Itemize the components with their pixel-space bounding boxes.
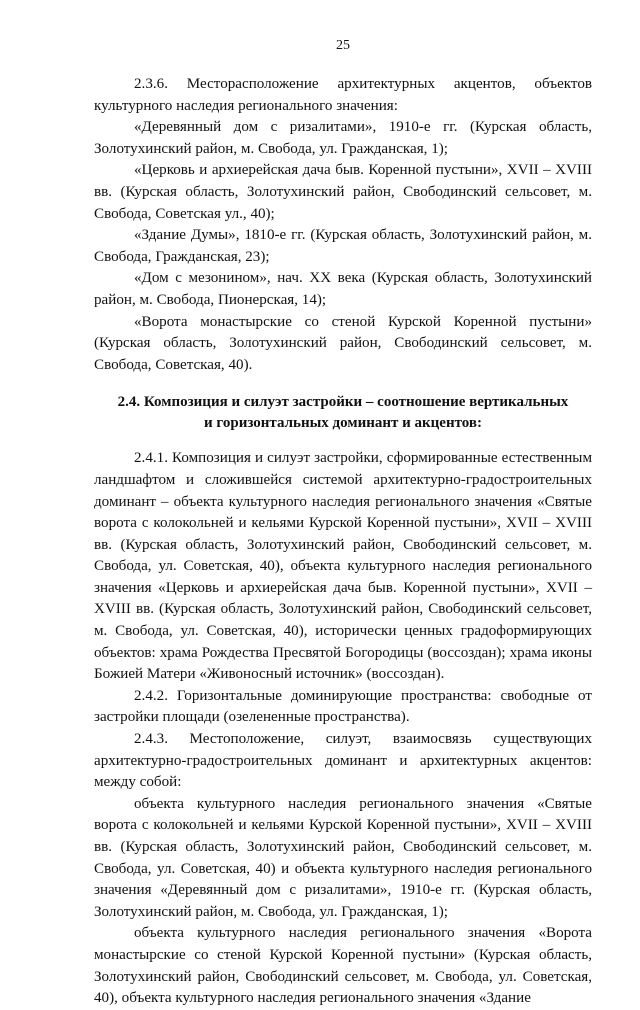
heading-line-2: и горизонтальных доминант и акцентов: bbox=[204, 415, 482, 432]
list-item: «Церковь и архиерейская дача быв. Коренной пустыни», XVII – XVIII вв. (Курская область, Золотухинский район, Свободинский сельсовет, м. Свобода, Советская ул., 40); bbox=[94, 162, 592, 222]
list-item: «Дом с мезонином», нач. XX века (Курская область, Золотухинский район, м. Свобода, Пионерская, 14); bbox=[94, 270, 592, 308]
paragraph-2-4-2: 2.4.2. Горизонтальные доминирующие пространства: свободные от застройки площади (озелененные пространства). bbox=[94, 687, 592, 726]
heading-line-1: 2.4. Композиция и силуэт застройки – соотношение вертикальных bbox=[117, 394, 569, 411]
section-2-3-6 bbox=[94, 74, 592, 376]
paragraph-2-4-1: 2.4.1. Композиция и силуэт застройки, сформированные естественным ландшафтом и сложившейся системой архитектурно-градостроительных доминант – объекта культурного наследия регионального значения «Святые ворота с колокольней и кельями Курской Коренной пустыни», XVII – XVIII вв. (Курская область, Золотухинский район, Свободинский сельсовет, м. Свобода, ул. Советская, 40), объекта культурного наследия регионального значения «Церковь и архиерейская дача быв. Коренной пустыни», XVII – XVIII вв. (Курская область, Золотухинский район, Свободинский сельсовет, м. Свобода, ул. Советская, 40), исторически ценных градоформирующих объектов: храма Рождества Пресвятой Богородицы (воссоздан); храма иконы Божией Матери «Живоносный источник» (воссоздан). bbox=[94, 450, 592, 683]
list-item: «Ворота монастырские со стеной Курской Коренной пустыни» (Курская область, Золотухинский район, Свободинский сельсовет, м. Свобода, Советская, 40). bbox=[94, 313, 592, 373]
paragraph-2-4-3: 2.4.3. Местоположение, силуэт, взаимосвязь существующих архитектурно-градостроительных доминант и архитектурных акцентов: между собой: bbox=[94, 731, 592, 791]
paragraph-2-4-3-a: объекта культурного наследия регионального значения «Святые ворота с колокольней и кельями Курской Коренной пустыни», XVII – XVIII вв. (Курская область, Золотухинский район, Свободинский сельсовет, м. Свобода, ул. Советская, 40) и объекта культурного наследия регионального значения «Деревянный дом с ризалитами», 1910-е гг. (Курская область, Золотухинский район, м. Свобода, ул. Гражданская, 1); bbox=[94, 795, 592, 920]
page-number: 25 bbox=[336, 38, 350, 53]
section-2-4-body bbox=[94, 448, 592, 1009]
section-heading-2-4 bbox=[94, 392, 592, 434]
list-item: «Деревянный дом с ризалитами», 1910-е гг. (Курская область, Золотухинский район, м. Свобода, ул. Гражданская, 1); bbox=[94, 119, 592, 157]
list-item: «Здание Думы», 1810-е гг. (Курская область, Золотухинский район, м. Свобода, Гражданская, 23); bbox=[94, 227, 592, 265]
section-2-3-6-intro: 2.3.6. Месторасположение архитектурных акцентов, объектов культурного наследия регионального значения: bbox=[94, 76, 592, 114]
paragraph-2-4-3-b: объекта культурного наследия регионального значения «Ворота монастырские со стеной Курской Коренной пустыни» (Курская область, Золотухинский район, Свободинский сельсовет, м. Свобода, ул. Советская, 40), объекта культурного наследия регионального значения «Здание bbox=[94, 925, 592, 1007]
